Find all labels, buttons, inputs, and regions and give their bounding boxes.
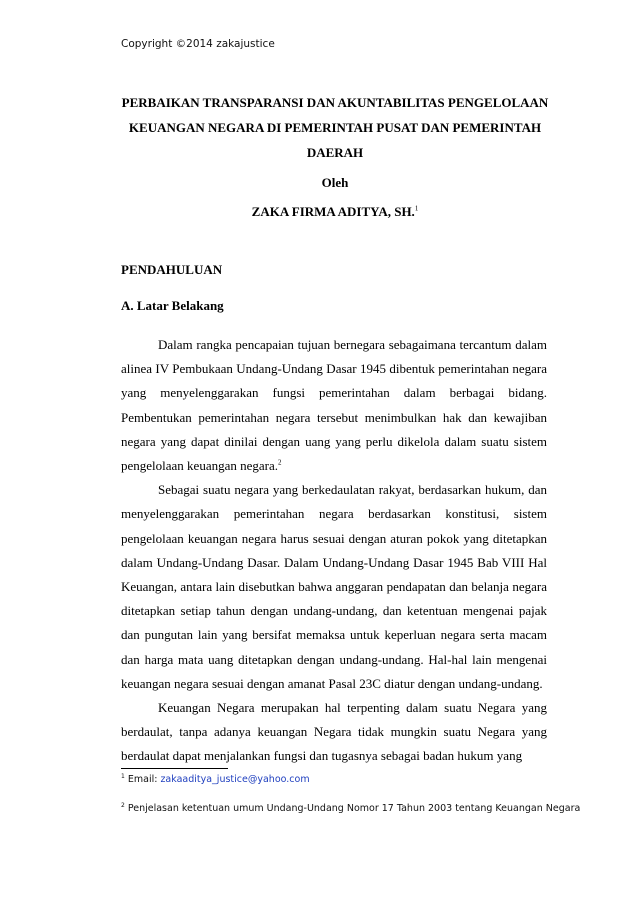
- title-line-1: PERBAIKAN TRANSPARANSI DAN AKUNTABILITAS PENGELOLAAN: [121, 95, 549, 110]
- paper-title: [110, 90, 560, 165]
- paragraph-3: Keuangan Negara merupakan hal terpenting dalam suatu Negara yang berdaulat, tanpa adanya keuangan Negara tidak mungkin suatu Negara yang berdaulat dapat menjalankan fungsi dan tugasnya sebagai badan hukum yang: [121, 700, 547, 764]
- footnote-2: [121, 803, 580, 814]
- email-link[interactable]: zakaaditya_justice@yahoo.com: [160, 774, 310, 785]
- subsection-heading: A. Latar Belakang: [121, 298, 224, 313]
- footnote-separator: [121, 768, 228, 769]
- copyright-header: Copyright ©2014 zakajustice: [121, 38, 275, 50]
- footnote-1-number: 1: [121, 772, 125, 780]
- byline-oleh: Oleh: [321, 175, 349, 190]
- footnote-1: [121, 774, 310, 785]
- footnote-1-label: Email:: [127, 774, 161, 785]
- footnote-2-number: 2: [121, 801, 125, 809]
- footnote-ref-1[interactable]: 1: [414, 204, 419, 213]
- paragraph-2: Sebagai suatu negara yang berkedaulatan rakyat, berdasarkan hukum, dan menyelenggarakan pemerintahan negara berdasarkan konstitusi, sistem pengelolaan keuangan negara harus sesuai dengan aturan pokok yang ditetapkan dalam Undang-Undang Dasar. Dalam Undang-Undang Dasar 1945 Bab VIII Hal Keuangan, antara lain disebutkan bahwa anggaran pendapatan dan belanja negara ditetapkan setiap tahun dengan undang-undang, dan ketentuan mengenai pajak dan pungutan lain yang bersifat memaksa untuk keperluan negara serta macam dan harga mata uang ditetapkan dengan undang-undang. Hal-hal lain mengenai keuangan negara sesuai dengan amanat Pasal 23C diatur dengan undang-undang.: [121, 482, 547, 691]
- title-line-3: DAERAH: [306, 145, 364, 160]
- author-name: ZAKA FIRMA ADITYA, SH.: [251, 204, 415, 219]
- footnote-2-text: Penjelasan ketentuan umum Undang-Undang Nomor 17 Tahun 2003 tentang Keuangan Negara: [127, 803, 581, 814]
- section-heading: PENDAHULUAN: [121, 262, 223, 277]
- title-line-2: KEUANGAN NEGARA DI PEMERINTAH PUSAT DAN PEMERINTAH: [128, 120, 542, 135]
- author-name-block: [110, 204, 560, 220]
- paragraph-1-text: Dalam rangka pencapaian tujuan bernegara sebagaimana tercantum dalam alinea IV Pembukaan Undang-Undang Dasar 1945 dibentuk pemerintahan negara yang menyelenggarakan fungsi pemerintahan dalam berbagai bidang. Pembentukan pemerintahan negara tersebut menimbulkan hak dan kewajiban negara yang dapat dinilai dengan uang yang perlu dikelola dalam suatu sistem pengelolaan keuangan negara.: [121, 337, 547, 474]
- paragraph-1: [121, 333, 547, 478]
- body-text: [121, 333, 547, 769]
- footnote-ref-2[interactable]: 2: [278, 458, 282, 467]
